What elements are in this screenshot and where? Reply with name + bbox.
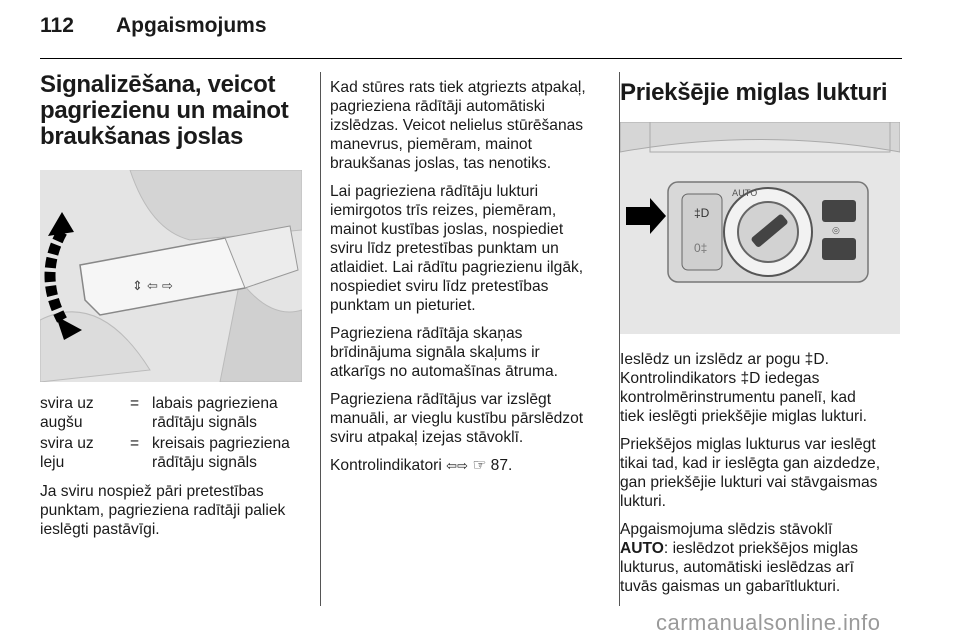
paragraph: Apgaismojuma slēdzis stāvoklī AUTO: ieslēdzot priekšējos miglas lukturus, automātiski ieslēdzas arī tuvās gaismas un gabarītlukturi.	[620, 521, 859, 595]
page-number: 112	[40, 14, 74, 37]
paragraph: Kontrolindikatori ⇦⇨ ☞ 87.	[330, 457, 513, 474]
page-reference[interactable]: 87.	[490, 457, 513, 474]
column-3	[620, 72, 905, 605]
fog-light-icon: ‡D.	[804, 351, 829, 368]
turn-signal-lever-illustration	[40, 170, 302, 382]
light-switch-illustration	[620, 122, 900, 334]
paragraph: Ieslēdz un izslēdz ar pogu ‡D. Kontrolindikators ‡D iedegas kontrolmērinstrumentu panelī, kad tiek ieslēgti priekšējie miglas lukturi.	[620, 351, 867, 425]
page-reference-icon[interactable]: ☞	[472, 457, 487, 474]
column-divider-left	[320, 72, 321, 606]
column-2	[330, 78, 605, 484]
svg-text:⇕ ⇦ ⇨: ⇕ ⇦ ⇨	[132, 279, 173, 294]
section-heading-turn-signals: Signalizēšana, veicot pagriezienu un mainot braukšanas joslas	[40, 71, 289, 150]
svg-text:◎: ◎	[832, 225, 840, 235]
paragraph: Pagrieziena rādītāja skaņas brīdinājuma signāla skaļums ir atkarīgs no automašīnas ātruma.	[330, 325, 558, 380]
definition-row: svira uz leju = kreisais pagrieziena rādītāju signāls	[40, 435, 290, 471]
watermark: carmanualsonline.info	[656, 610, 881, 635]
fog-light-icon: ‡D	[740, 370, 761, 387]
paragraph: Lai pagrieziena rādītāju lukturi iemirgotos trīs reizes, piemēram, mainot kustības joslas, nospiediet sviru līdz pretestības punktam un atlaidiet. Lai rādītu pagriezienu ilgāk, nospiediet sviru līdz pretestības punktam un pieturiet.	[330, 183, 584, 314]
paragraph: Kad stūres rats tiek atgriezts atpakaļ, pagrieziena rādītāji automātiski izslēdzas. Veicot nelielus stūrēšanas manevrus, piemēram, mainot braukšanas joslas, tas nenotiks.	[330, 79, 586, 172]
definition-row: svira uz augšu = labais pagrieziena rādītāju signāls	[40, 395, 278, 431]
page-header	[40, 14, 267, 38]
auto-label: AUTO	[732, 189, 758, 199]
auto-keyword: AUTO	[620, 540, 664, 557]
section-title: Apgaismojums	[116, 14, 267, 37]
turn-indicator-icon: ⇦⇨	[446, 458, 468, 473]
svg-text:‡D: ‡D	[694, 206, 710, 220]
paragraph: Priekšējos miglas lukturus var ieslēgt tikai tad, kad ir ieslēgta gan aizdedze, gan priekšējie lukturi vai stāvgaismas lukturi.	[620, 436, 881, 510]
section-heading-fog-lights: Priekšējie miglas lukturi	[620, 79, 888, 106]
paragraph: Ja sviru nospiež pāri pretestības punktam, pagrieziena radītāji paliek ieslēgti pastāvīgi.	[40, 483, 286, 538]
svg-text:0‡: 0‡	[694, 241, 708, 255]
lever-position-definitions	[40, 394, 306, 472]
paragraph: Pagrieziena rādītājus var izslēgt manuāli, ar vieglu kustību pārslēdzot sviru atpakaļ izejas stāvoklī.	[330, 391, 584, 446]
header-rule	[40, 58, 902, 59]
column-1	[40, 72, 306, 548]
